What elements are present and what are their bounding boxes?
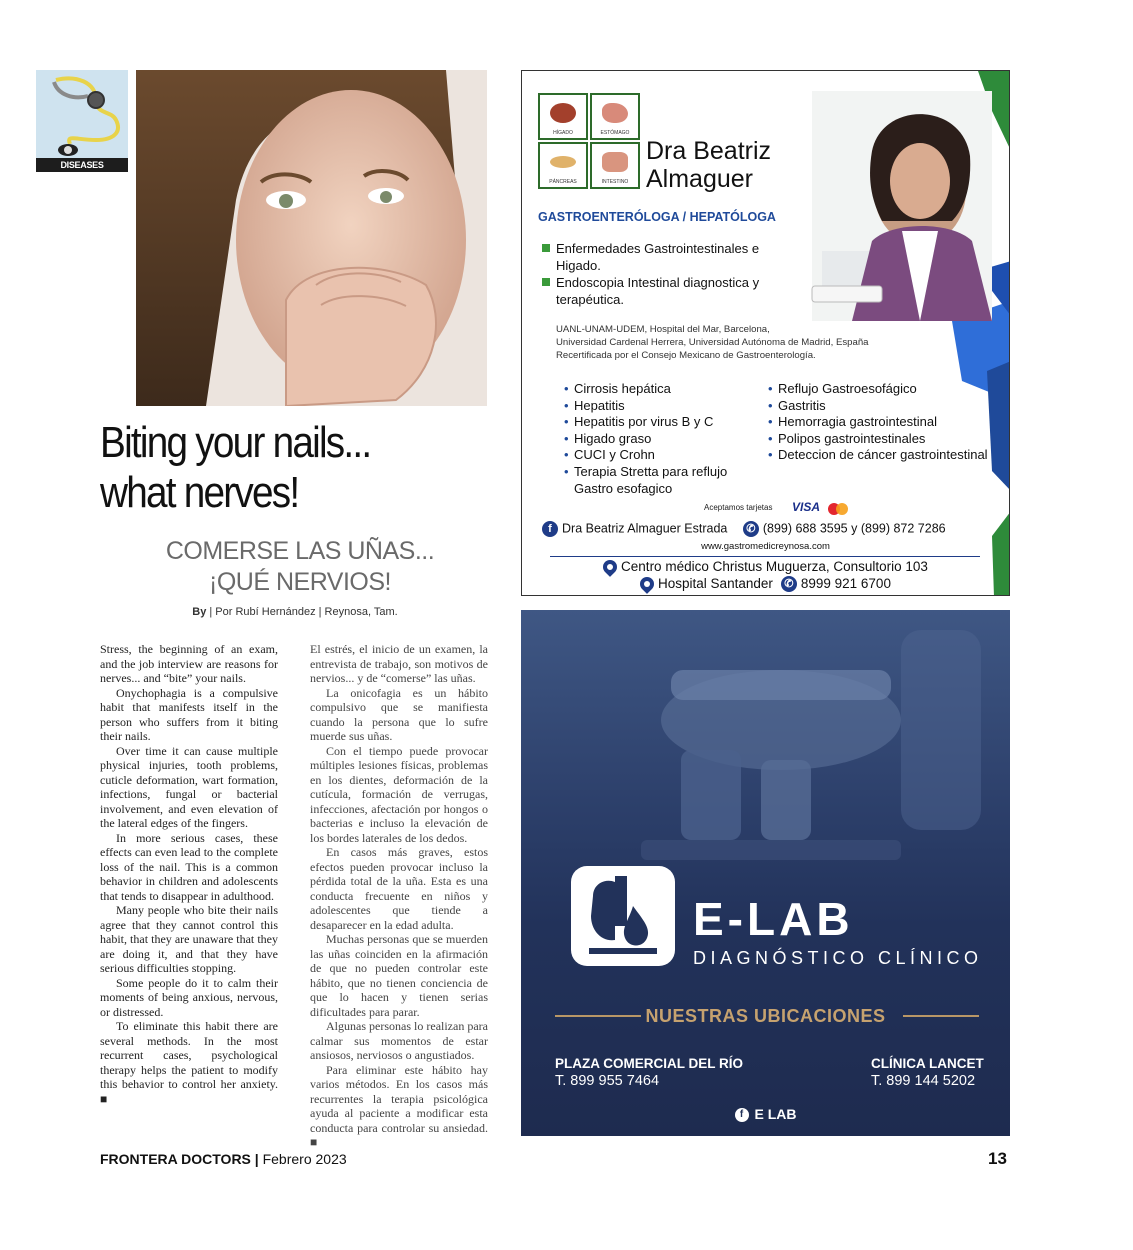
condition-item: • Hepatitis por virus B y C — [564, 414, 764, 431]
elab-ad — [521, 610, 1010, 1136]
spanish-paragraph: Algunas personas lo realizan para calmar sus momentos de estar ansiosos, nerviosos o angustiados. — [310, 1019, 488, 1062]
elab-subtitle: DIAGNÓSTICO CLÍNICO — [693, 948, 983, 968]
woman-biting-nails-image — [136, 70, 487, 406]
phone-icon: ✆ — [743, 521, 759, 537]
article-subhead — [140, 536, 460, 598]
spanish-paragraph: El estrés, el inicio de un examen, la entrevista de trabajo, son motivos de nervios... y de “comerse” las uñas. — [310, 642, 488, 685]
spanish-paragraph: Muchas personas que se muerden las uñas coinciden en la afirmación de que no pueden controlar este hábito, que no tienen conciencia de que lo hacen y tienen serias dificultades para parar. — [310, 932, 488, 1019]
service-item: Endoscopia Intestinal diagnostica y terapéutica. — [542, 274, 802, 308]
elab-logo-icon — [571, 866, 675, 966]
location-1-phone[interactable]: T. 899 955 7464 — [555, 1073, 660, 1089]
spanish-paragraph: La onicofagia es un hábito compulsivo que se manifiesta cuando la persona que lo sufre muerde sus uñas. — [310, 685, 488, 743]
spanish-paragraph: Para eliminar este hábito hay varios métodos. En los casos más recurrentes la terapia psicológica ayuda al paciente a modificar esta conducta para controlar su ansiedad. ■ — [310, 1062, 488, 1149]
elab-facebook-link[interactable]: f E LAB — [521, 1106, 1010, 1122]
facebook-icon: f — [735, 1108, 749, 1122]
visa-logo: VISA — [792, 500, 821, 514]
condition-item: • Gastritis — [768, 398, 988, 415]
subhead-line-1: COMERSE LAS UÑAS... — [165, 537, 435, 565]
condition-item: • Terapia Stretta para reflujo Gastro esofagico — [564, 464, 764, 497]
conditions-list-right — [768, 381, 988, 464]
english-paragraph: Stress, the beginning of an exam, and the job interview are reasons for nerves... and “bite” your nails. — [100, 642, 278, 685]
byline — [100, 606, 490, 618]
spanish-paragraph: En casos más graves, estos efectos pueden provocar incluso la pérdida total de la uña. Esta es una conducta frecuente en niños y adolescentes que tiende a desaparecer en la edad adulta. — [310, 845, 488, 932]
article-photo — [136, 70, 487, 406]
cards-accepted-text: Aceptamos tarjetas — [704, 503, 773, 512]
facebook-link[interactable]: f Dra Beatriz Almaguer Estrada — [542, 521, 727, 537]
section-icon-box — [36, 70, 128, 172]
condition-item: • Hemorragia gastrointestinal — [768, 414, 988, 431]
byline-author: | Por Rubí Hernández | Reynosa, Tam. — [209, 606, 398, 618]
doctor-credentials: UANL-UNAM-UDEM, Hospital del Mar, Barcelona, Universidad Cardenal Herrera, Universidad Autónoma de Madrid, España Recertificada por el Consejo Mexicano de Gastroenterología. — [556, 324, 869, 361]
condition-item: • Deteccion de cáncer gastrointestinal — [768, 447, 988, 464]
gastro-ad — [521, 70, 1010, 596]
condition-item: • Cirrosis hepática — [564, 381, 764, 398]
condition-item: • Reflujo Gastroesofágico — [768, 381, 988, 398]
pancreas-icon: PÁNCREAS — [538, 142, 588, 189]
condition-item: • Polipos gastrointestinales — [768, 431, 988, 448]
article-headline — [100, 418, 452, 518]
location-pin-icon — [637, 575, 657, 595]
liver-icon: HÍGADO — [538, 93, 588, 140]
stomach-icon: ESTÓMAGO — [590, 93, 640, 140]
condition-item: • Higado graso — [564, 431, 764, 448]
location-2: Hospital Santander ✆ 8999 921 6700 — [522, 576, 1009, 592]
english-paragraph: Many people who bite their nails agree that they cannot control this habit, that they are unaware that they are doing it, and that they have serious difficulties stopping. — [100, 903, 278, 975]
doctor-name: Dra Beatriz Almaguer — [646, 137, 772, 193]
condition-item: • Hepatitis — [564, 398, 764, 415]
locations-title: NUESTRAS UBICACIONES — [645, 1006, 886, 1026]
contact-row — [542, 521, 1002, 537]
page-number: 13 — [988, 1149, 1007, 1168]
headline-line-1: Biting your nails... — [100, 418, 371, 467]
footer-magazine: FRONTERA DOCTORS — [100, 1151, 251, 1167]
website-link[interactable]: www.gastromedicreynosa.com — [701, 541, 830, 552]
elab-brand: E-LAB — [693, 893, 854, 945]
english-paragraph: In more serious cases, these effects can even lead to the complete loss of the nail. This is a common behavior in children and adolescents that tends to disappear in adulthood. — [100, 830, 278, 903]
footer-brand: FRONTERA DOCTORS | Febrero 2023 — [100, 1151, 347, 1167]
location-pin-icon — [600, 558, 620, 578]
english-paragraph: Onychophagia is a compulsive habit that manifests itself in the person who suffers from it biting their nails. — [100, 685, 278, 743]
english-column — [100, 642, 278, 1106]
phone-numbers[interactable]: ✆ (899) 688 3595 y (899) 872 7286 — [743, 521, 946, 537]
section-label: DISEASES — [36, 158, 128, 172]
condition-item: • CUCI y Crohn — [564, 447, 764, 464]
services-list — [542, 240, 802, 308]
english-paragraph: Some people do it to calm their moments of being anxious, nervous, or distressed. — [100, 975, 278, 1019]
location-2-name: CLÍNICA LANCET — [871, 1056, 984, 1071]
spanish-paragraph: Con el tiempo puede provocar múltiples lesiones físicas, problemas en los dientes, deformación de la cutícula, formación de verrugas, infecciones, afectación por hongos o bacterias e incluso la elevación de los bordes laterales de los dedos. — [310, 743, 488, 845]
footer-date: Febrero 2023 — [262, 1151, 347, 1167]
stethoscope-icon — [36, 70, 128, 160]
subhead-line-2: ¡QUÉ NERVIOS! — [209, 568, 391, 596]
facebook-icon: f — [542, 521, 558, 537]
byline-by: By — [192, 606, 207, 618]
english-paragraph: To eliminate this habit there are several methods. In the most recurrent cases, psychological therapy helps the patient to modify this behavior to control her anxiety. ■ — [100, 1019, 278, 1106]
english-paragraph: Over time it can cause multiple physical injuries, tooth problems, cuticle deformation, wart formation, infections, fungal or bacterial involvement, and even elevation of the lateral edges of the fingers. — [100, 743, 278, 830]
divider — [550, 556, 980, 557]
organ-grid — [538, 93, 640, 189]
headline-line-2: what nerves! — [100, 468, 299, 517]
conditions-list-left — [564, 381, 764, 497]
spanish-column — [310, 642, 488, 1150]
phone-icon: ✆ — [781, 576, 797, 592]
location-2-phone[interactable]: T. 899 144 5202 — [871, 1073, 976, 1089]
intestine-icon: INTESTINO — [590, 142, 640, 189]
location-1: Centro médico Christus Muguerza, Consultorio 103 — [522, 559, 1009, 574]
doctor-specialty: GASTROENTERÓLOGA / HEPATÓLOGA — [538, 210, 776, 224]
mastercard-icon — [828, 503, 848, 515]
service-item: Enfermedades Gastrointestinales e Higado. — [542, 240, 802, 274]
location-1-name: PLAZA COMERCIAL DEL RÍO — [555, 1056, 744, 1071]
